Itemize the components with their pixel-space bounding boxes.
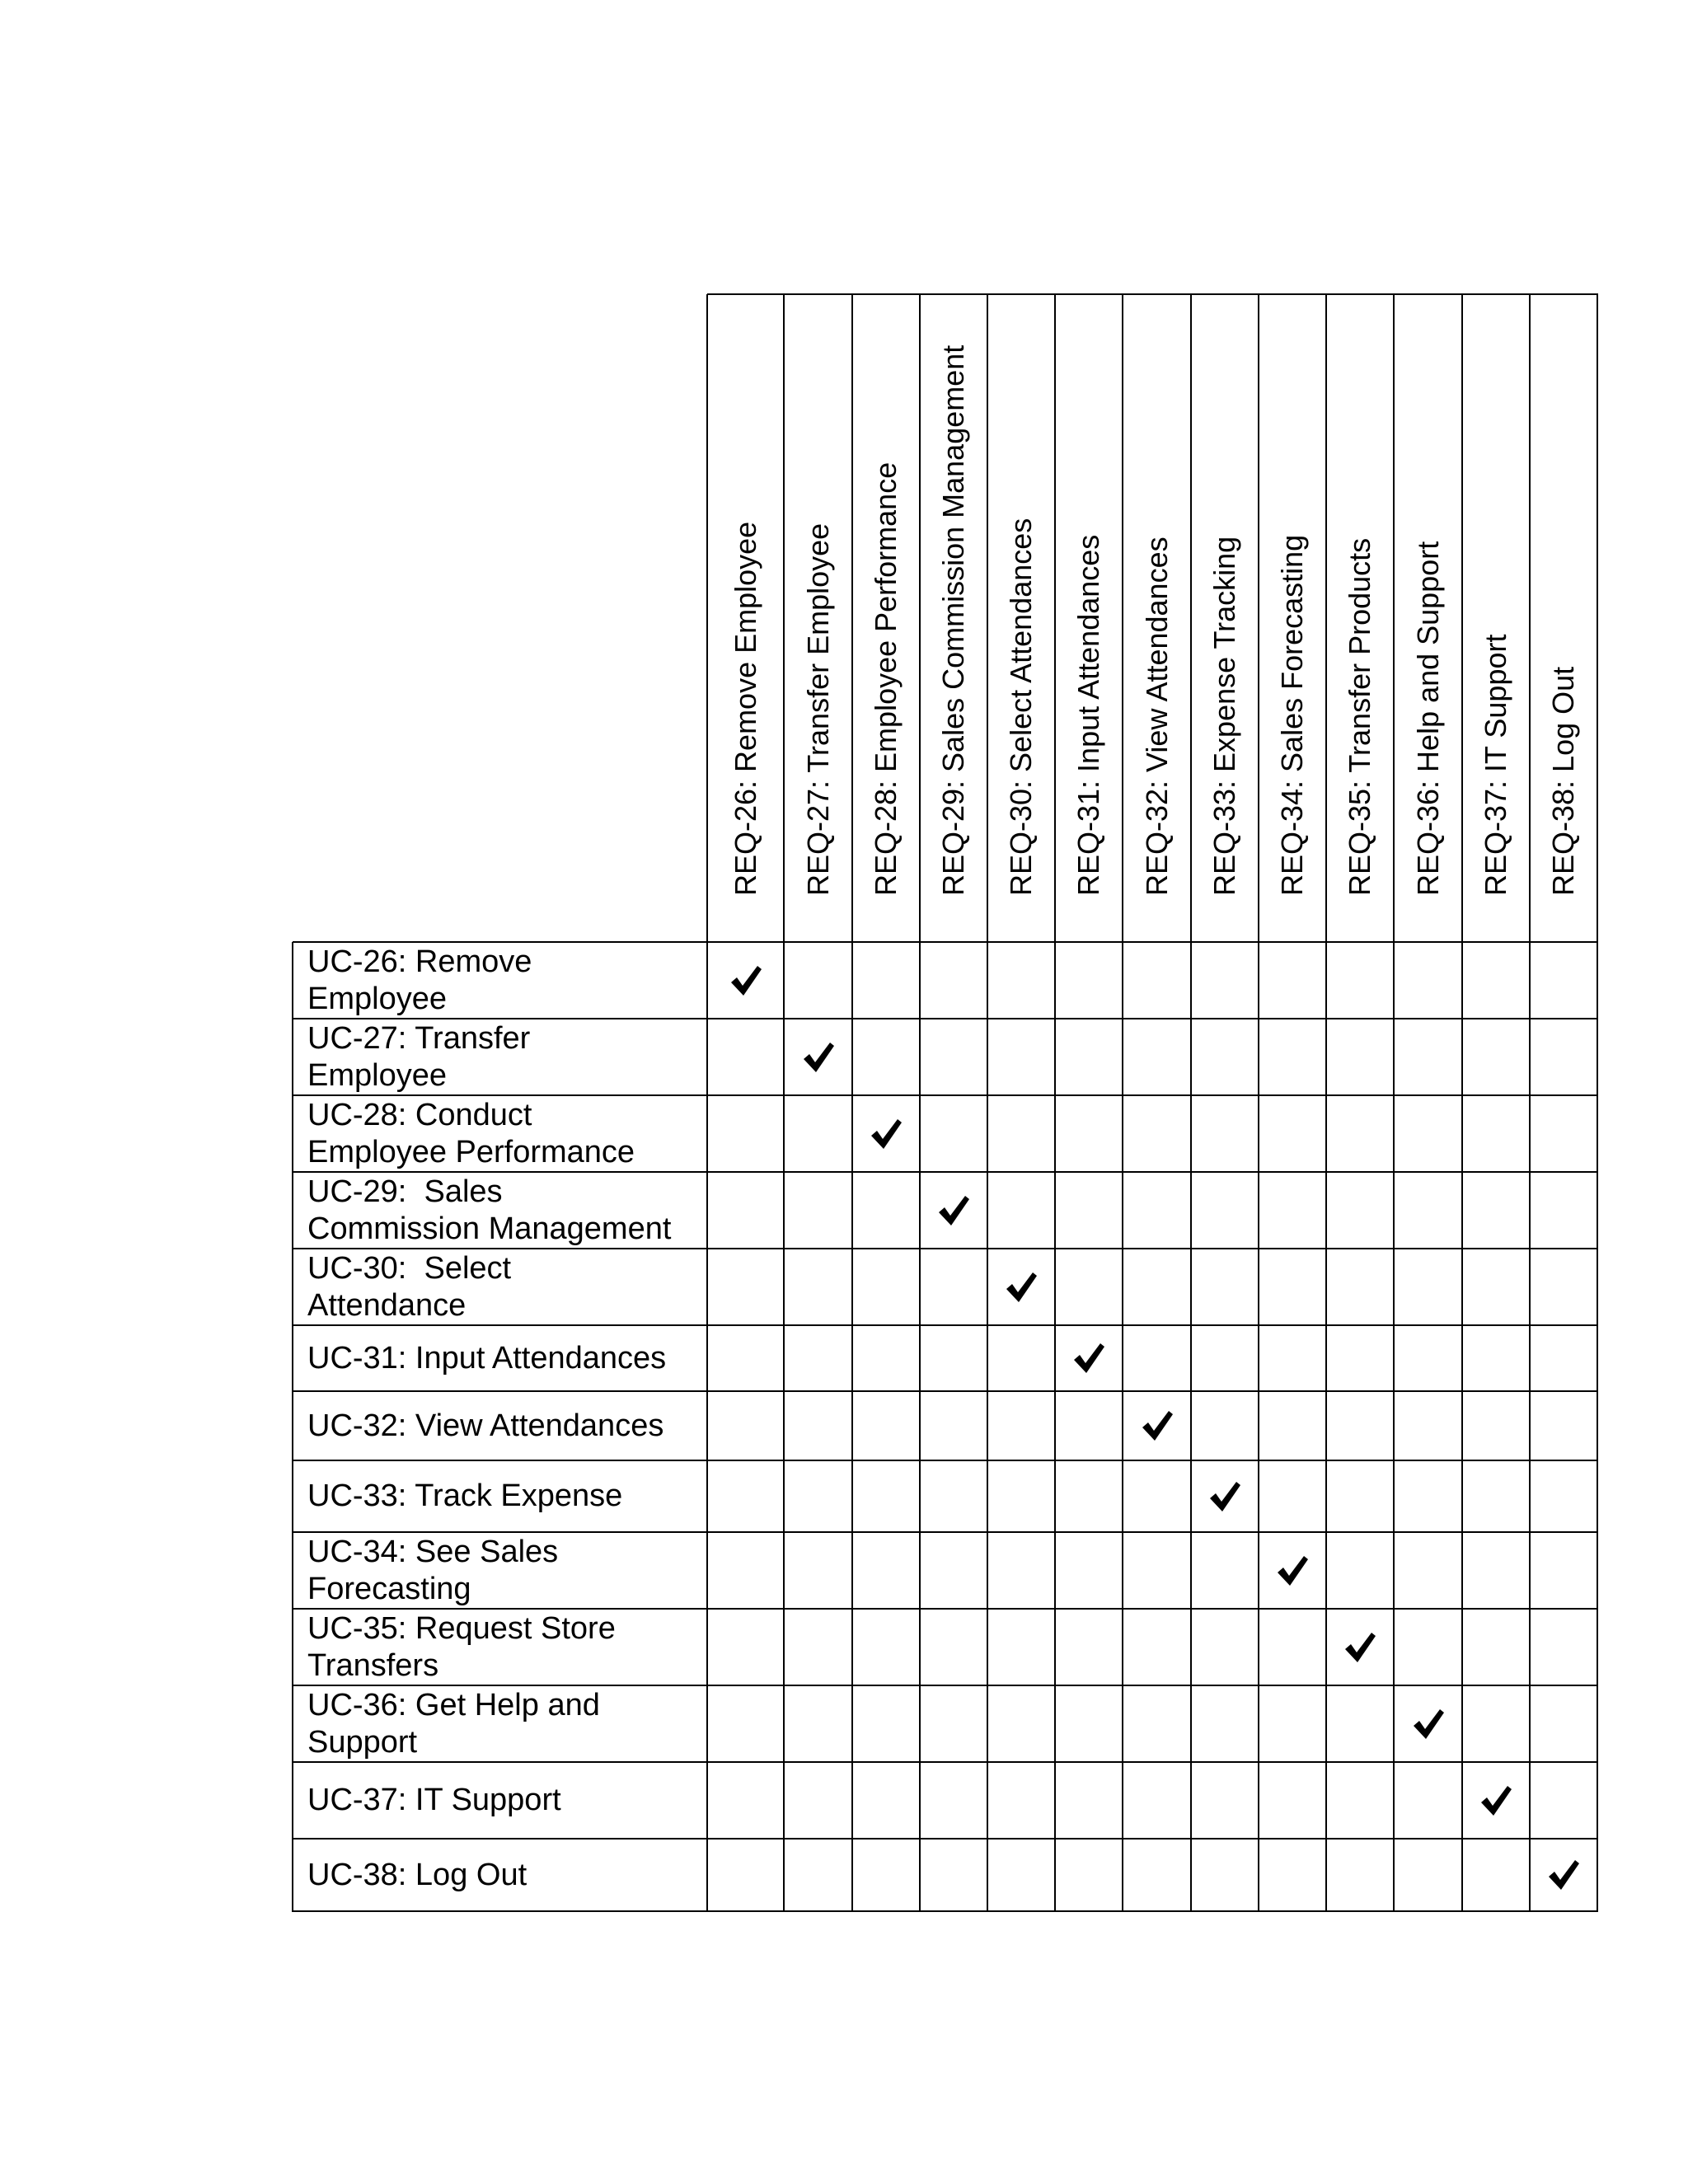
check-mark-icon [1191,1460,1259,1532]
check-mark-icon [707,942,784,1019]
use-case-label: UC-38: Log Out [307,1857,528,1892]
requirement-header-label: REQ-38: Log Out [1546,666,1580,896]
traceability-matrix [293,294,1607,1921]
requirement-header [1055,294,1123,947]
grid-line [293,1608,1598,1610]
use-case-label: UC-32: View Attendances [307,1408,664,1443]
grid-line [293,1685,1598,1686]
grid-line [293,1324,1598,1326]
requirement-header-label: REQ-27: Transfer Employee [800,523,835,896]
requirement-header-label: REQ-37: IT Support [1479,634,1512,896]
grid-line [293,1531,1598,1533]
check-mark-icon [1123,1391,1191,1460]
requirement-header-label: REQ-26: Remove Employee [728,521,762,896]
check-mark-icon [1394,1685,1462,1762]
grid-line [293,1248,1598,1249]
check-mark-icon [784,1019,852,1095]
check-mark-icon [852,1095,920,1172]
requirement-header [1123,294,1191,947]
grid-line [987,294,988,1912]
check-mark-icon [1462,1762,1530,1839]
requirement-header [1326,294,1394,947]
use-case-label: UC-31: Input Attendances [307,1340,667,1376]
requirement-header [1259,294,1326,947]
requirement-header-label: REQ-36: Help and Support [1410,541,1445,896]
check-mark-icon [1326,1609,1394,1685]
grid-line [1258,294,1259,1912]
requirement-header-label: REQ-28: Employee Performance [869,462,903,896]
grid-line [851,294,853,1912]
use-case-label: UC-35: Request Store Transfers [307,1610,616,1683]
requirement-header [1394,294,1462,947]
grid-line [1190,294,1192,1912]
use-case-label: UC-34: See Sales Forecasting [307,1534,559,1606]
check-mark-icon [1530,1839,1597,1911]
grid-line [783,294,785,1912]
use-case-label: UC-27: Transfer Employee [307,1020,531,1093]
requirement-header-label: REQ-31: Input Attendances [1071,534,1105,896]
grid-line [293,1171,1598,1173]
requirement-header-label: REQ-33: Expense Tracking [1207,536,1241,896]
check-mark-icon [987,1249,1055,1325]
grid-line [1597,294,1598,1912]
grid-line [919,294,921,1912]
grid-line [293,1460,1598,1461]
requirement-header [707,294,784,947]
use-case-label: UC-33: Track Expense [307,1479,623,1513]
use-case-label: UC-29: Sales Commission Management [307,1174,672,1246]
use-case-label: UC-26: Remove Employee [307,944,532,1016]
grid-line [293,1390,1598,1392]
grid-line [293,1018,1598,1019]
grid-line [293,941,1598,943]
requirement-header-label: REQ-29: Sales Commission Management [936,344,970,896]
requirement-header-label: REQ-30: Select Attendances [1004,518,1038,896]
grid-line [1461,294,1463,1912]
grid-line [1054,294,1056,1912]
grid-line [293,1761,1598,1763]
requirement-header-label: REQ-34: Sales Forecasting [1275,534,1309,896]
grid-line [292,942,293,1912]
use-case-label: UC-28: Conduct Employee Performance [307,1097,635,1169]
requirement-header [987,294,1055,947]
grid-line [1529,294,1531,1912]
grid-line [707,293,1598,295]
grid-line [1122,294,1123,1912]
check-mark-icon [920,1172,987,1249]
requirement-header-label: REQ-35: Transfer Products [1343,537,1376,896]
check-mark-icon [1055,1325,1123,1391]
requirement-header [784,294,852,947]
requirement-header [1191,294,1259,947]
requirement-header [852,294,920,947]
use-case-label: UC-36: Get Help and Support [307,1687,600,1760]
grid-line [293,1094,1598,1096]
grid-line [1325,294,1327,1912]
requirement-header-label: REQ-32: View Attendances [1139,537,1174,896]
grid-line [293,1910,1598,1912]
use-case-label: UC-30: Select Attendance [307,1250,512,1323]
check-mark-icon [1259,1532,1326,1609]
grid-line [706,294,708,1912]
grid-line [1393,294,1395,1912]
requirement-header [920,294,987,947]
use-case-label: UC-37: IT Support [307,1783,561,1817]
requirement-header [1530,294,1597,947]
grid-line [293,1838,1598,1840]
requirement-header [1462,294,1530,947]
